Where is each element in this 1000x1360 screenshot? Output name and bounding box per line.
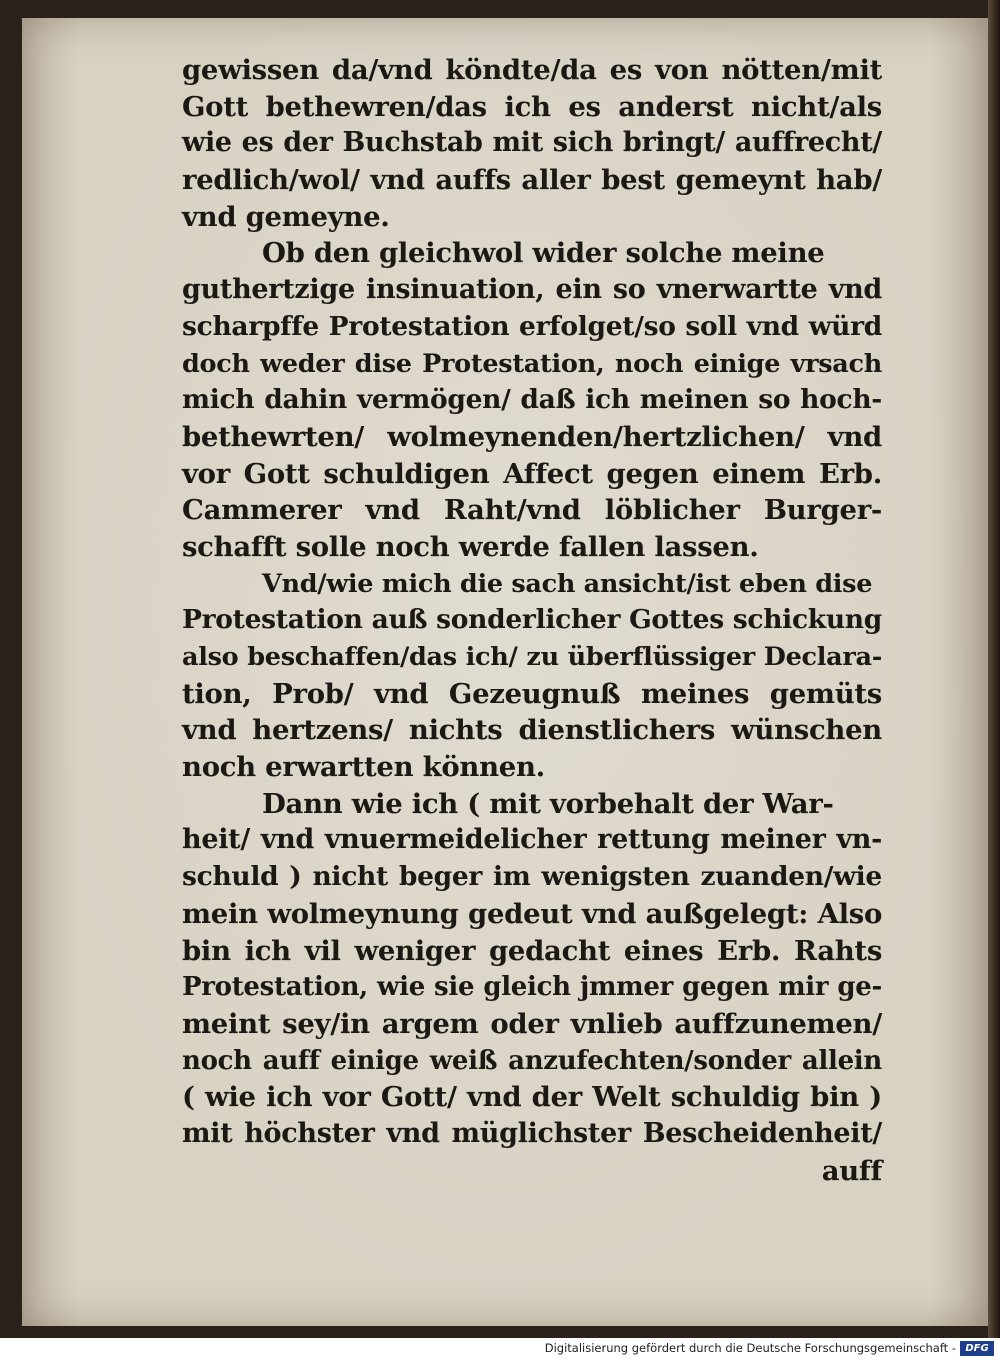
text-line: doch weder dise Protestation, noch einige vrsach	[182, 348, 882, 379]
text-line: Cammerer vnd Raht/vnd löblicher Burger-	[182, 494, 882, 527]
text-line: noch auff einige weiß anzufechten/sonder allein	[182, 1045, 882, 1076]
text-line: mit höchster vnd müglichster Bescheidenheit/	[182, 1117, 882, 1149]
text-line: ( wie ich vor Gott/ vnd der Welt schuldig bin )	[182, 1081, 882, 1114]
text-line: meint sey/in argem oder vnlieb auffzunemen/	[182, 1007, 882, 1040]
text-line: vnd hertzens/ nichts dienstlichers wünschen	[182, 714, 882, 747]
footer-bar	[0, 1338, 1000, 1360]
text-line: also beschaffen/das ich/ zu überflüssiger Declara-	[182, 642, 882, 672]
text-line: Vnd/wie mich die sach ansicht/ist eben dise	[262, 568, 873, 599]
text-line: Gott bethewren/das ich es anderst nicht/als	[182, 90, 882, 123]
text-line: tion, Prob/ vnd Gezeugnuß meines gemüts	[182, 677, 882, 710]
text-line: Ob den gleichwol wider solche meine	[262, 237, 825, 270]
text-line: noch erwartten können.	[182, 751, 545, 784]
text-line: wie es der Buchstab mit sich bringt/ auffrecht/	[182, 127, 882, 159]
text-line: bin ich vil weniger gedacht eines Erb. Rahts	[182, 934, 882, 967]
text-line: Dann wie ich ( mit vorbehalt der War-	[262, 787, 834, 820]
text-line: guthertzige insinuation, ein so vnerwartte vnd	[182, 274, 882, 306]
page-text-block	[182, 52, 882, 1189]
text-line: heit/ vnd vnuermeidelicher rettung meiner vn-	[182, 824, 882, 856]
text-line: mich dahin vermögen/ daß ich meinen so hoch-	[182, 384, 882, 416]
text-line: gewissen da/vnd köndte/da es von nötten/mit	[182, 54, 882, 86]
text-line: redlich/wol/ vnd auffs aller best gemeynt hab/	[182, 164, 882, 197]
text-line: schafft solle noch werde fallen lassen.	[182, 530, 759, 563]
text-line: vnd gemeyne.	[182, 200, 390, 233]
text-line: vor Gott schuldigen Affect gegen einem Erb.	[182, 457, 882, 490]
text-line: mein wolmeynung gedeut vnd außgelegt: Also	[182, 897, 882, 930]
text-line: scharpffe Protestation erfolget/so soll vnd würd	[182, 310, 882, 342]
text-line: schuld ) nicht beger im wenigsten zuanden/wie	[182, 861, 882, 893]
text-line: bethewrten/ wolmeynenden/hertzlichen/ vnd	[182, 420, 882, 453]
text-line: Protestation auß sonderlicher Gottes schickung	[182, 604, 883, 636]
footer-credit: Digitalisierung gefördert durch die Deutsche Forschungsgemeinschaft -	[544, 1341, 956, 1355]
text-line: auff	[821, 1154, 882, 1187]
book-gutter	[988, 0, 1000, 1338]
dfg-logo: DFG	[960, 1341, 994, 1356]
text-line: Protestation, wie sie gleich jmmer gegen mir ge-	[182, 972, 882, 1003]
